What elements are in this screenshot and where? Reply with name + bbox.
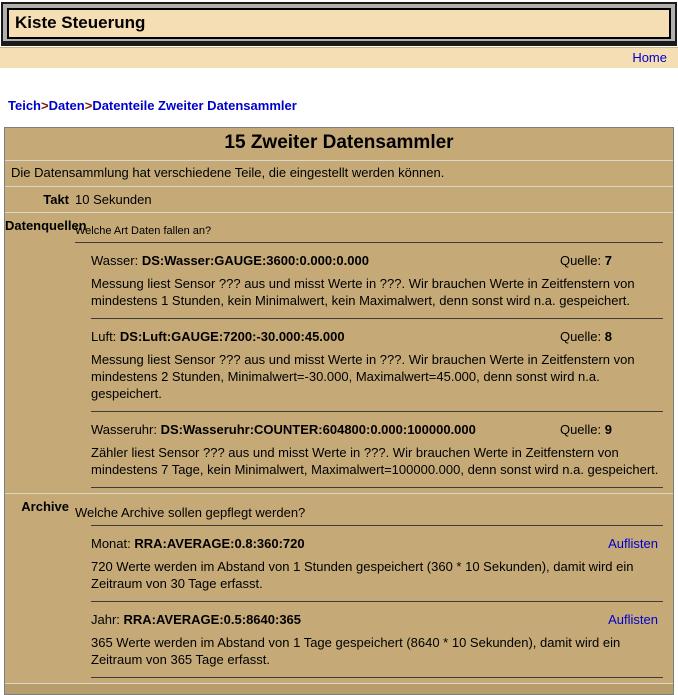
datenquellen-content [71,213,673,493]
item-title [91,253,369,268]
datasource-item-wasser [91,253,663,319]
datasource-item-luft [91,329,663,412]
item-title [91,422,476,437]
item-source [560,422,663,437]
item-description: 365 Werte werden im Abstand von 1 Tage gespeichert (8640 * 10 Sekunden), damit wird ein Zeitraum von 365 Tage erfasst. [91,635,621,667]
source-label: Quelle: [559,329,605,344]
archive-label: Archive [21,499,69,514]
item-action [608,612,663,627]
source-label: Quelle: [559,253,605,268]
source-number: 8 [604,329,612,344]
item-title [91,612,301,627]
item-spec: RRA:AVERAGE:0.8:360:720 [134,536,305,551]
archive-item-monat [91,536,663,602]
item-source [560,253,663,268]
breadcrumb-item-current[interactable]: Datenteile Zweiter Datensammler [92,98,297,113]
datasource-item-wasseruhr [91,422,663,488]
app-banner [1,2,677,46]
divider [91,677,663,678]
divider [91,411,663,412]
item-name: Wasseruhr: [91,422,161,437]
datenquellen-question: Welche Art Daten fallen an? [75,225,212,237]
item-spec: DS:Wasser:GAUGE:3600:0.000:0.000 [141,253,369,268]
breadcrumb-separator: > [41,98,49,113]
takt-label: Takt [43,192,69,207]
archive-item-jahr [91,612,663,678]
divider [91,525,663,526]
archive-question: Welche Archive sollen gepflegt werden? [75,505,306,520]
breadcrumb-item-teich[interactable]: Teich [8,98,41,113]
item-title [91,329,345,344]
item-spec: RRA:AVERAGE:0.5:8640:365 [123,612,302,627]
item-description: Messung liest Sensor ??? aus und misst Werte in ???. Wir brauchen Werte in Zeitfenstern von mindestens 2 Stunden, Minimalwert=-30.000, Maximalwert=45.000, denn sonst wird n.a. gespeichert. [91,352,635,401]
item-description: Messung liest Sensor ??? aus und misst Werte in ???. Wir brauchen Werte in Zeitfenstern von mindestens 1 Stunden, kein Minimalwert, kein Maximalwert, denn sonst wird n.a. gespeichert. [91,276,635,308]
divider [75,242,663,243]
item-head [91,612,663,627]
item-source [560,329,663,344]
divider [91,318,663,319]
takt-value: 10 Sekunden [75,192,152,207]
breadcrumb [8,98,678,113]
datensammler-panel [4,127,674,695]
item-spec: DS:Luft:GAUGE:7200:-30.000:45.000 [119,329,345,344]
breadcrumb-separator: > [84,98,93,113]
item-spec: DS:Wasseruhr:COUNTER:604800:0.000:100000.000 [160,422,476,437]
row-datenquellen [5,212,673,493]
home-link[interactable]: Home [632,50,667,65]
item-head [91,329,663,344]
nav-strip [0,47,678,68]
auflisten-link[interactable]: Auflisten [608,536,658,551]
item-description: 720 Werte werden im Abstand von 1 Stunden gespeichert (360 * 10 Sekunden), damit wird ein Zeitraum von 30 Tage erfasst. [91,559,634,591]
item-head [91,536,663,551]
item-name: Luft: [91,329,120,344]
intro-text: Die Datensammlung hat verschiedene Teile, die eingestellt werden können. [5,160,673,186]
item-name: Monat: [91,536,135,551]
auflisten-link[interactable]: Auflisten [608,612,658,627]
breadcrumb-item-daten[interactable]: Daten [48,98,85,113]
app-title: Kiste Steuerung [7,8,671,39]
datenquellen-label: Datenquellen [5,218,87,233]
source-number: 9 [604,422,612,437]
page-title: 15 Zweiter Datensammler [224,132,454,153]
item-action [608,536,663,551]
divider [91,601,663,602]
row-takt [5,186,673,212]
archive-content [71,494,673,683]
item-description: Zähler liest Sensor ??? aus und misst Werte in ???. Wir brauchen Werte in Zeitfenstern von mindestens 7 Tage, kein Minimalwert, Maximalwert=100000.000, denn sonst wird n.a. gespeichert. [91,445,659,477]
item-head [91,422,663,437]
row-archive [5,493,673,683]
item-head [91,253,663,268]
table-footer [5,683,673,694]
source-label: Quelle: [559,422,605,437]
item-name: Wasser: [91,253,142,268]
item-title [91,536,305,551]
item-name: Jahr: [91,612,124,627]
source-number: 7 [604,253,612,268]
divider [91,487,663,488]
